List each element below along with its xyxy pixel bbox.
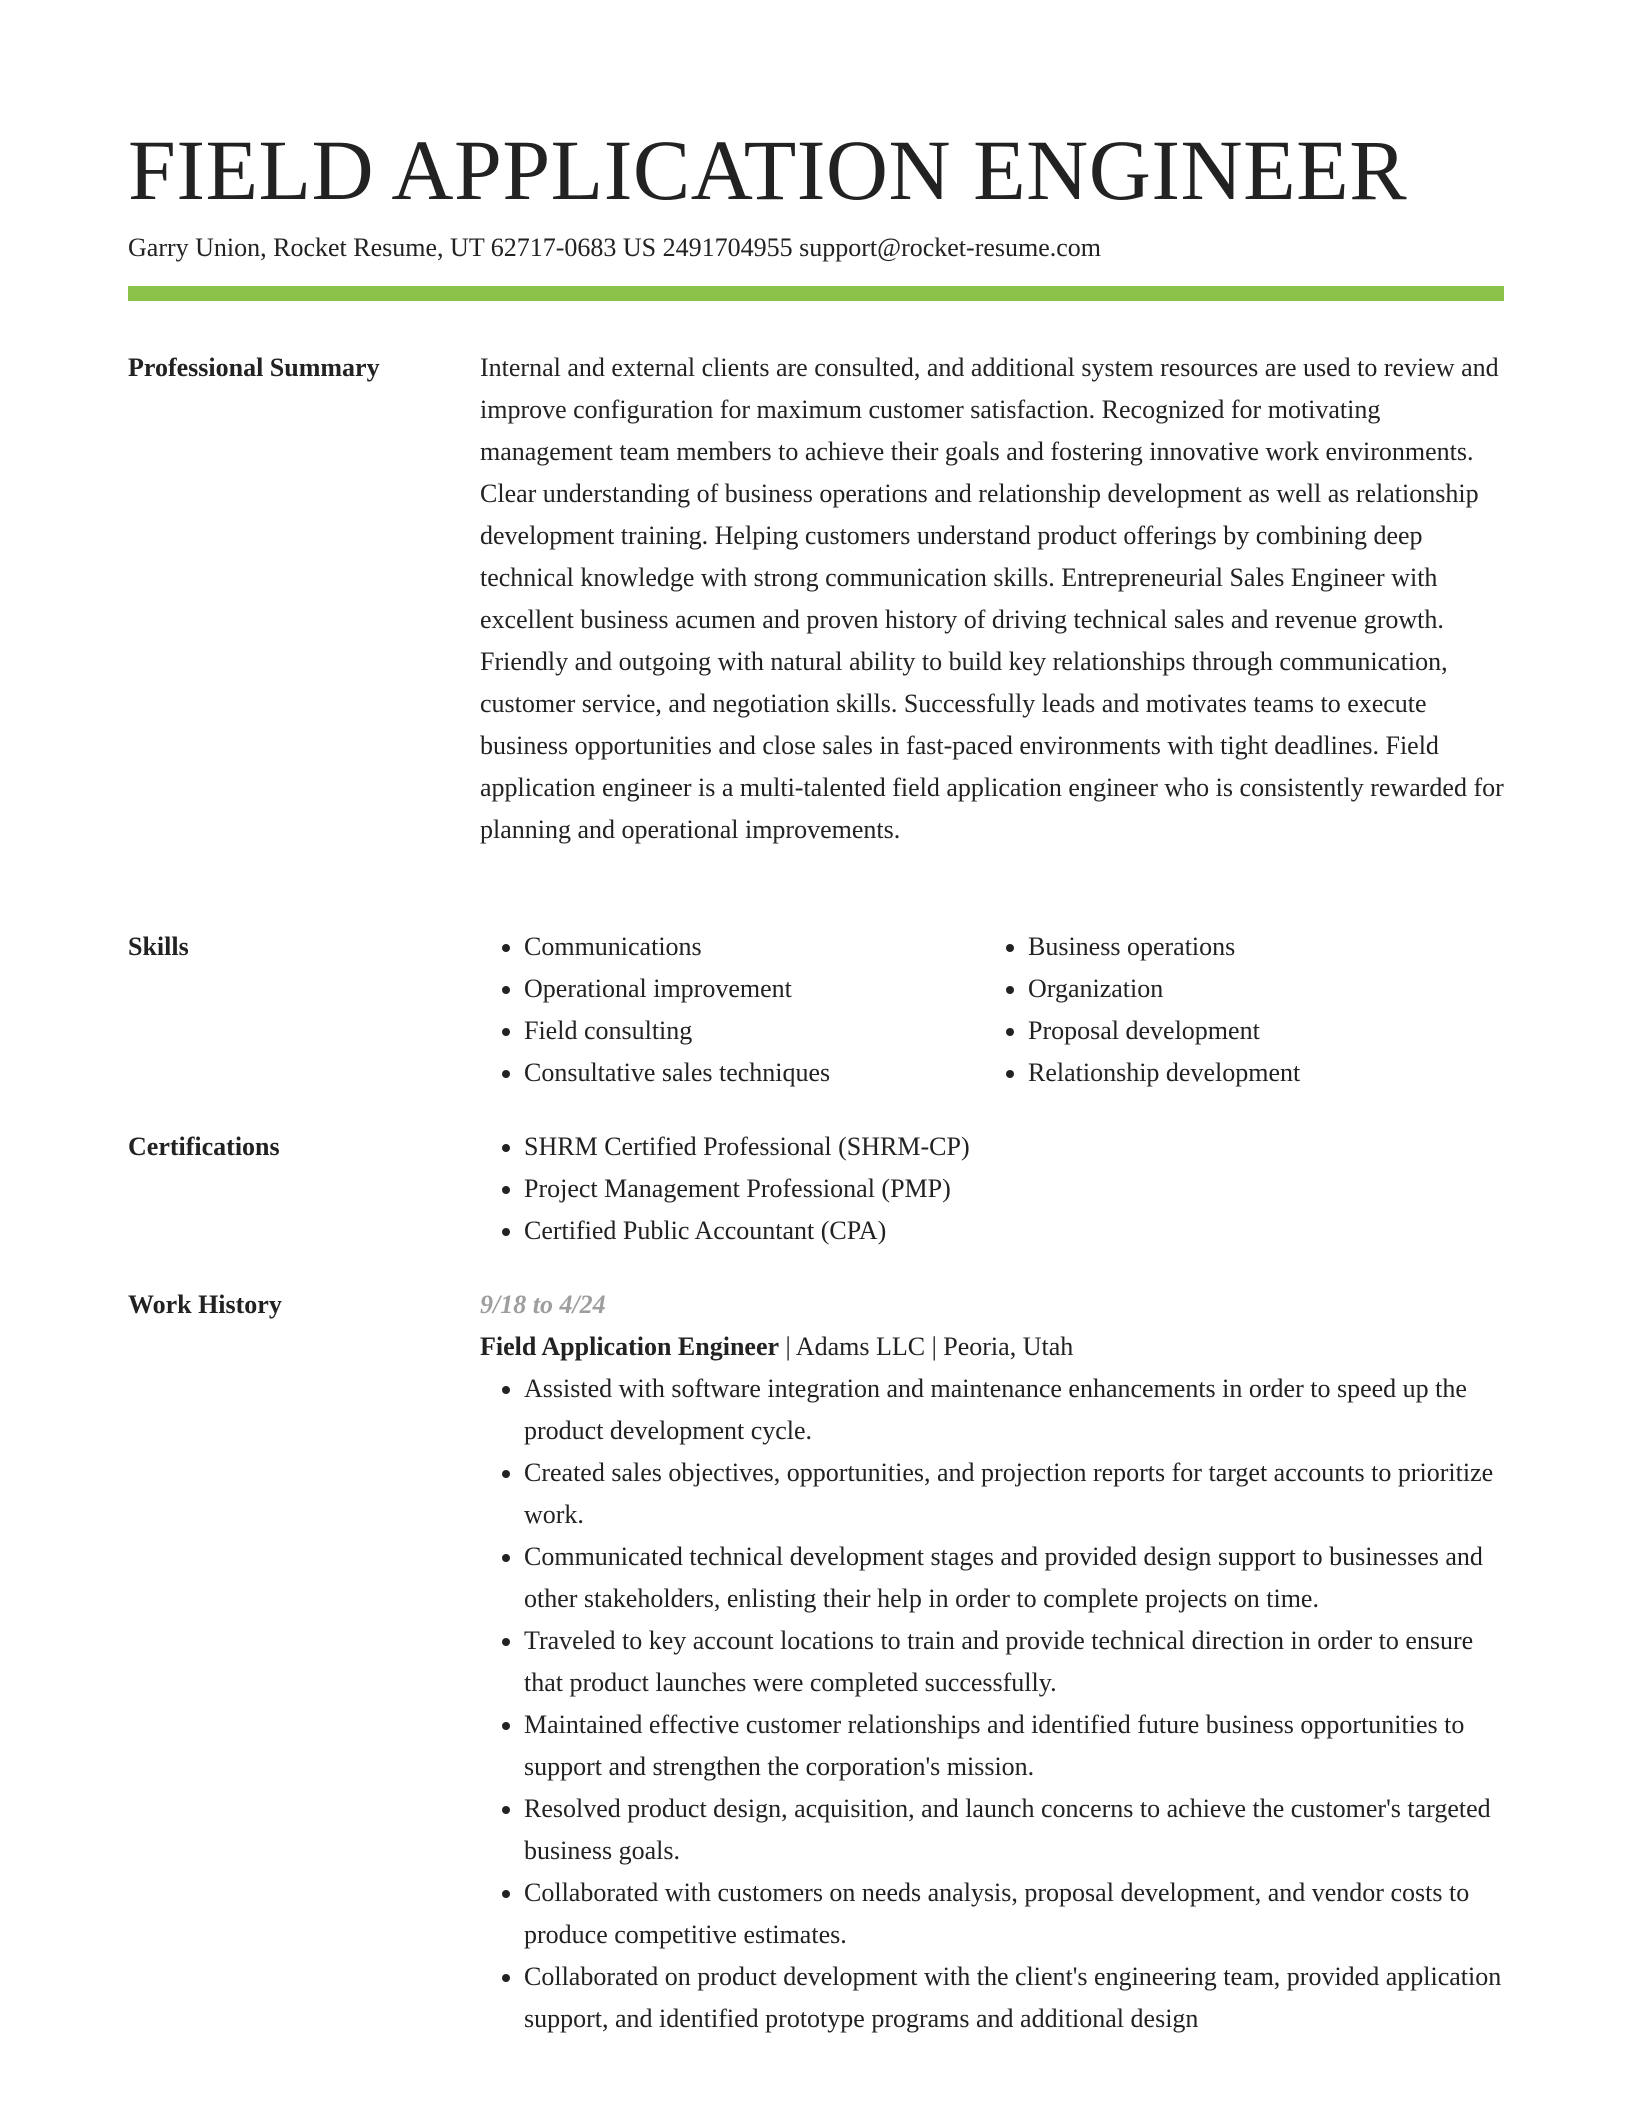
contact-line: Garry Union, Rocket Resume, UT 62717-0683 US 2491704955 support@rocket-resume.com xyxy=(128,233,1102,262)
skills-list-2 xyxy=(984,926,1484,1094)
job-dates: 9/18 to 4/24 xyxy=(480,1290,606,1319)
job-title-line xyxy=(480,1326,1504,1368)
skills-column-1 xyxy=(480,926,980,1094)
section-label-skills: Skills xyxy=(128,932,189,961)
certification-item: • Certified Public Accountant (CPA) xyxy=(524,1210,1504,1252)
certifications-body xyxy=(480,1126,1504,1252)
job-duty-item: • Assisted with software integration and maintenance enhancements in order to speed up the product development cycle. xyxy=(524,1368,1504,1452)
job-duty-item: • Collaborated on product development with the client's engineering team, provided application support, and identified prototype programs and additional design xyxy=(524,1956,1504,2040)
skill-item: • Consultative sales techniques xyxy=(524,1052,980,1094)
job-duty-item: • Traveled to key account locations to train and provide technical direction in order to ensure that product launches were completed successfully. xyxy=(524,1620,1504,1704)
job-duty-item: • Maintained effective customer relationships and identified future business opportunities to support and strengthen the corporation's mission. xyxy=(524,1704,1504,1788)
job-duty-item: • Collaborated with customers on needs analysis, proposal development, and vendor costs to produce competitive estimates. xyxy=(524,1872,1504,1956)
accent-divider xyxy=(128,286,1504,301)
skill-item: • Business operations xyxy=(1028,926,1484,968)
skills-columns xyxy=(480,926,1504,1094)
skills-column-2 xyxy=(984,926,1484,1094)
skill-item: • Relationship development xyxy=(1028,1052,1484,1094)
certification-item: • SHRM Certified Professional (SHRM-CP) xyxy=(524,1126,1504,1168)
skill-item: • Communications xyxy=(524,926,980,968)
skill-item: • Organization xyxy=(1028,968,1484,1010)
section-label-summary: Professional Summary xyxy=(128,353,380,382)
work-history-body xyxy=(480,1284,1504,2040)
job-duties-list xyxy=(480,1368,1504,2040)
job-role: Field Application Engineer xyxy=(480,1332,780,1361)
certifications-list xyxy=(480,1126,1504,1252)
skill-item: • Field consulting xyxy=(524,1010,980,1052)
skills-body xyxy=(480,926,1504,1094)
job-duty-item: • Resolved product design, acquisition, and launch concerns to achieve the customer's targeted business goals. xyxy=(524,1788,1504,1872)
job-duty-item: • Created sales objectives, opportunities, and projection reports for target accounts to prioritize work. xyxy=(524,1452,1504,1536)
section-label-work-history: Work History xyxy=(128,1290,282,1319)
skill-item: • Operational improvement xyxy=(524,968,980,1010)
page-title: FIELD APPLICATION ENGINEER xyxy=(128,122,1408,218)
skill-item: • Proposal development xyxy=(1028,1010,1484,1052)
job-duty-item: • Communicated technical development stages and provided design support to businesses and other stakeholders, enlisting their help in order to complete projects on time. xyxy=(524,1536,1504,1620)
certification-item: • Project Management Professional (PMP) xyxy=(524,1168,1504,1210)
summary-text: Internal and external clients are consulted, and additional system resources are used to review and improve configuration for maximum customer satisfaction. Recognized for motivating management team members to achieve their goals and fostering innovative work environments. Clear understanding of business operations and relationship development as well as relationship development training. Helping customers understand product offerings by combining deep technical knowledge with strong communication skills. Entrepreneurial Sales Engineer with excellent business acumen and proven history of driving technical sales and revenue growth. Friendly and outgoing with natural ability to build key relationships through communication, customer service, and negotiation skills. Successfully leads and motivates teams to execute business opportunities and close sales in fast-paced environments with tight deadlines. Field application engineer is a multi-talented field application engineer who is consistently rewarded for planning and operational improvements. xyxy=(480,353,1504,844)
job-company-location: | Adams LLC | Peoria, Utah xyxy=(779,1332,1074,1361)
section-label-certifications: Certifications xyxy=(128,1132,280,1161)
skills-list-1 xyxy=(480,926,980,1094)
summary-body xyxy=(480,347,1504,851)
